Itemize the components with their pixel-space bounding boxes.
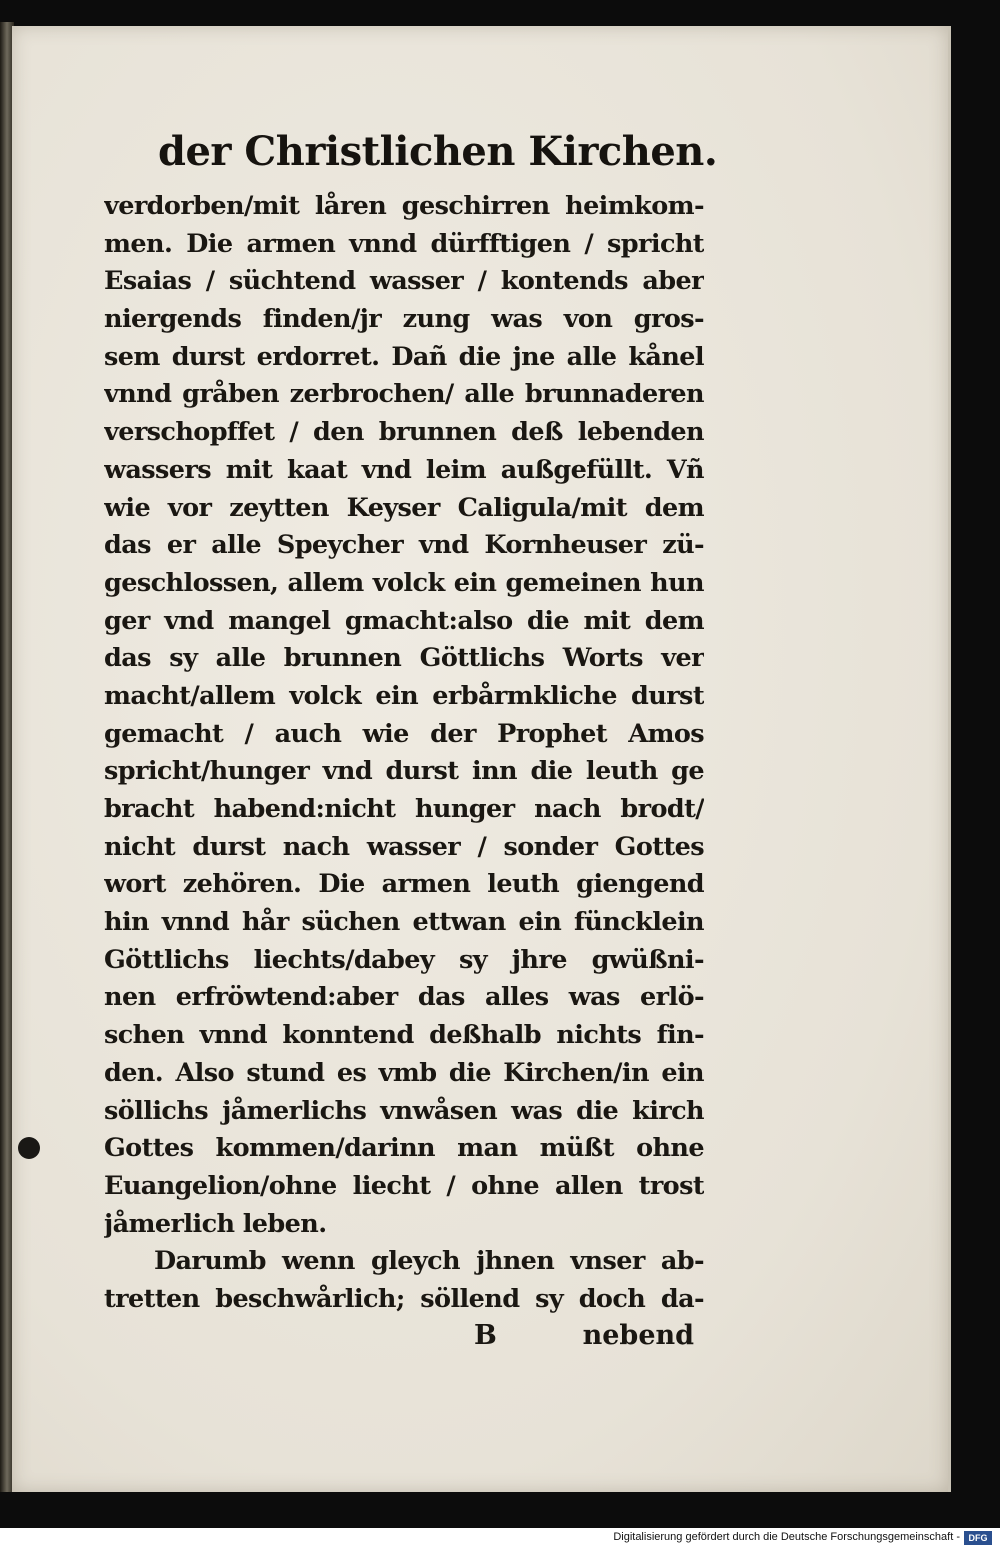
text-line: Göttlichs liechts/dabey sy jhre gwüßni- [104,944,704,975]
text-line: wassers mit kaat vnd leim außgefüllt. Vñ [104,454,704,485]
text-line: das er alle Speycher vnd Kornheuser zü- [104,530,704,561]
page-foot [104,1320,694,1360]
text-line: vnnd gråben zerbrochen/ alle brunnaderen [104,379,704,410]
text-line: nen erfröwtend:aber das alles was erlö- [104,982,704,1013]
text-line: verschopffet / den brunnen deß lebenden [104,417,704,448]
text-line: macht/allem volck ein erbårmkliche durst [104,680,704,711]
catchword: nebend [582,1320,694,1351]
text-line: verdorben/mit låren geschirren heimkom- [104,191,704,221]
text-line: söllichs jåmerlichs vnwåsen was die kirch [104,1095,704,1126]
text-line: schen vnnd konntend deßhalb nichts fin- [104,1020,704,1051]
text-line: ger vnd mangel gmacht:also die mit dem [104,605,704,636]
text-line: men. Die armen vnnd dürfftigen / spricht [104,228,704,259]
text-line: gemacht / auch wie der Prophet Amos [104,718,704,749]
text-line: Darumb wenn gleych jhnen vnser ab- [154,1246,704,1277]
running-head: der Christlichen Kirchen. [158,128,718,175]
text-line: nicht durst nach wasser / sonder Gottes [104,831,704,862]
body-text [104,188,704,1319]
text-line: geschlossen, allem volck ein gemeinen hun [104,567,704,598]
text-line: niergends finden/jr zung was von gros- [104,304,704,335]
dfg-logo: DFG [964,1531,992,1545]
signature-mark: B [474,1320,497,1351]
text-line: sem durst erdorret. Dañ die jne alle kånel [104,341,704,372]
text-line: wort zehören. Die armen leuth giengend [104,869,704,900]
digitization-footer [0,1528,1000,1549]
text-line: Esaias / süchtend wasser / kontends aber [104,266,704,297]
text-line: jåmerlich leben. [104,1208,327,1239]
text-line: den. Also stund es vmb die Kirchen/in ein [104,1057,704,1088]
text-line: tretten beschwårlich; söllend sy doch da- [104,1283,704,1314]
text-line: Euangelion/ohne liecht / ohne allen trost [104,1170,704,1201]
funding-credit: Digitalisierung gefördert durch die Deutsche Forschungsgemeinschaft - [613,1531,960,1543]
text-line: das sy alle brunnen Göttlichs Worts ver [104,643,704,674]
text-line: spricht/hunger vnd durst inn die leuth ge [104,756,704,787]
text-line: wie vor zeytten Keyser Caligula/mit dem [104,492,704,523]
binding-hole [18,1137,40,1159]
text-line: bracht habend:nicht hunger nach brodt/ [104,794,704,824]
text-line: hin vnnd hår süchen ettwan ein füncklein [104,907,704,938]
text-line: Gottes kommen/darinn man müßt ohne [104,1133,704,1164]
